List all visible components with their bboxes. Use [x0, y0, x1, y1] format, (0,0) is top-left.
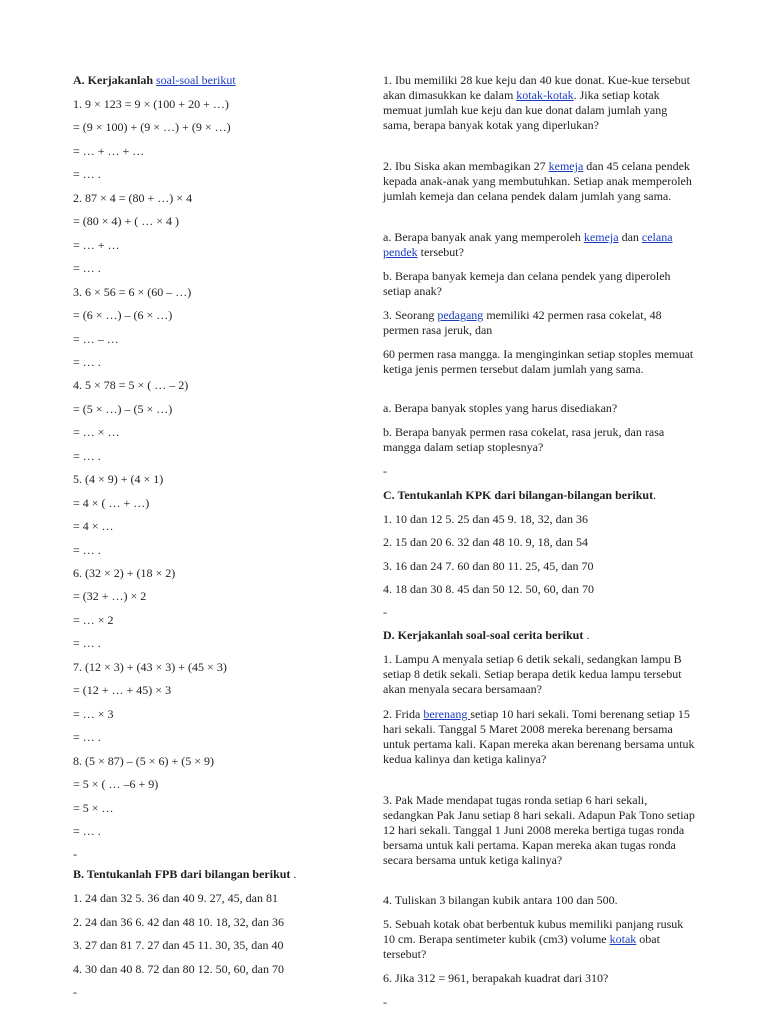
soal-soal-berikut-link[interactable]: soal-soal berikut — [156, 73, 236, 87]
exercise-line: = … . — [73, 542, 101, 557]
section-d-heading: D. Kerjakanlah soal-soal cerita berikut — [383, 628, 584, 642]
question-1: 1. Ibu memiliki 28 kue keju dan 40 kue donat. Kue-kue tersebut akan dimasukkan ke dalam kotak-kotak. Jika setiap kotak memuat jumlah kue keju dan kue donat dalam jumlah yang sama, berapa banyak kotak yang diperlukan? — [383, 73, 690, 132]
section-d-title: D. Kerjakanlah soal-soal cerita berikut . — [383, 628, 590, 642]
exercise-line: 3. 16 dan 24 7. 60 dan 80 11. 25, 45, dan 70 — [383, 558, 594, 573]
question-3-continued: 60 permen rasa mangga. Ia menginginkan setiap stoples memuat ketiga jenis permen tersebut dalam jumlah yang sama. — [383, 347, 694, 376]
exercise-line: = (80 × 4) + ( … × 4 ) — [73, 214, 180, 229]
section-b-heading: B. Tentukanlah FPB dari bilangan berikut — [73, 867, 291, 881]
exercise-line: 4. 30 dan 40 8. 72 dan 80 12. 50, 60, dan 70 — [73, 961, 284, 976]
question-3: 3. Seorang pedagang memiliki 42 permen rasa cokelat, 48 permen rasa jeruk, dan — [383, 308, 662, 337]
exercise-line: = … + … + … — [73, 143, 145, 158]
exercise-line: = … . — [73, 448, 101, 463]
pedagang-link[interactable]: pedagang — [437, 308, 484, 322]
exercise-line: 4. 18 dan 30 8. 45 dan 50 12. 50, 60, dan 70 — [383, 581, 594, 596]
section-a-heading: A. Kerjakanlah — [73, 73, 157, 87]
exercise-line: = … . — [73, 167, 101, 182]
exercise-line: 7. (12 × 3) + (43 × 3) + (45 × 3) — [73, 659, 227, 674]
exercise-line: = … × 3 — [73, 706, 114, 721]
exercise-line: 4. 5 × 78 = 5 × ( … – 2) — [73, 378, 189, 393]
exercise-line: = 4 × ( … + …) — [73, 495, 150, 510]
exercise-line: = … × … — [73, 425, 120, 440]
celana-pendek-link[interactable]: celana pendek — [383, 230, 673, 259]
exercise-line: = (12 + … + 45) × 3 — [73, 683, 172, 698]
question-3a: a. Berapa banyak stoples yang harus disediakan? — [383, 401, 618, 415]
story-question-3: 3. Pak Made mendapat tugas ronda setiap 6 hari sekali, sedangkan Pak Janu setiap 8 hari sekali. Adapun Pak Tono setiap 12 hari sekali. Tanggal 1 Juni 2008 mereka bertiga tugas ronda bersama untuk kali pertama. Kapan mereka akan tugas ronda secara bersama untuk ketiga kalinya? — [383, 793, 695, 867]
story-question-2: 2. Frida berenang setiap 10 hari sekali. Tomi berenang setiap 15 hari sekali. Tanggal 5 Maret 2008 mereka berenang bersama untuk pertama kali. Kapan mereka akan berenang bersama untuk kedua kalinya dan ketiga kalinya? — [383, 707, 695, 766]
kotak-link[interactable]: kotak — [609, 932, 637, 946]
question-2: 2. Ibu Siska akan membagikan 27 kemeja dan 45 celana pendek kepada anak-anak yang membutuhkan. Setiap anak memperoleh jumlah kemeja dan celana pendek dalam jumlah yang sama. — [383, 159, 692, 203]
section-c-title: C. Tentukanlah KPK dari bilangan-bilangan berikut. — [383, 488, 657, 502]
exercise-line: = 5 × ( … –6 + 9) — [73, 777, 159, 792]
exercise-line: 1. 9 × 123 = 9 × (100 + 20 + …) — [73, 97, 229, 111]
exercise-line: 1. 24 dan 32 5. 36 dan 40 9. 27, 45, dan 81 — [73, 891, 278, 905]
exercise-line: - — [73, 847, 77, 862]
exercise-line: = … – … — [73, 331, 119, 346]
story-question-6: 6. Jika 312 = 961, berapakah kuadrat dari 310? — [383, 971, 609, 985]
exercise-line: = (5 × …) – (5 × …) — [73, 401, 173, 416]
question-3b: b. Berapa banyak permen rasa cokelat, rasa jeruk, dan rasa mangga dalam setiap stoplesnya? — [383, 425, 665, 454]
exercise-line: = … × 2 — [73, 612, 114, 627]
exercise-line: 1. 10 dan 12 5. 25 dan 45 9. 18, 32, dan 36 — [383, 512, 588, 526]
kemeja-link-2[interactable]: kemeja — [583, 230, 619, 244]
exercise-line: = … . — [73, 261, 101, 276]
exercise-line: 3. 27 dan 81 7. 27 dan 45 11. 30, 35, dan 40 — [73, 938, 284, 952]
exercise-line: = … + … — [73, 237, 120, 252]
separator-dash: - — [383, 464, 387, 478]
separator-dash: - — [383, 605, 387, 619]
exercise-line: 2. 87 × 4 = (80 + …) × 4 — [73, 190, 193, 205]
section-c-heading: C. Tentukanlah KPK dari bilangan-bilangan berikut — [383, 488, 654, 502]
exercise-line: = (32 + …) × 2 — [73, 589, 147, 604]
exercise-line: - — [73, 985, 77, 999]
exercise-line: = … . — [73, 730, 101, 745]
exercise-line: 2. 24 dan 36 6. 42 dan 48 10. 18, 32, dan 36 — [73, 914, 284, 929]
exercise-line: = … . — [73, 354, 101, 369]
exercise-line: = (9 × 100) + (9 × …) + (9 × …) — [73, 120, 231, 135]
exercise-line: 6. (32 × 2) + (18 × 2) — [73, 566, 176, 580]
question-2a: a. Berapa banyak anak yang memperoleh kemeja dan celana pendek tersebut? — [383, 230, 673, 259]
exercise-line: 5. (4 × 9) + (4 × 1) — [73, 472, 164, 487]
exercise-line: 8. (5 × 87) – (5 × 6) + (5 × 9) — [73, 753, 215, 768]
berenang-link[interactable]: berenang — [423, 707, 471, 721]
section-b-title: B. Tentukanlah FPB dari bilangan berikut . — [73, 867, 297, 881]
exercise-line: = 4 × … — [73, 519, 114, 534]
separator-dash: - — [383, 995, 387, 1009]
section-a-title — [73, 73, 236, 88]
exercise-line: 3. 6 × 56 = 6 × (60 – …) — [73, 284, 192, 299]
exercise-line: 2. 15 dan 20 6. 32 dan 48 10. 9, 18, dan 54 — [383, 535, 588, 550]
story-question-4: 4. Tuliskan 3 bilangan kubik antara 100 dan 500. — [383, 893, 618, 907]
exercise-line: = … . — [73, 636, 101, 651]
kemeja-link[interactable]: kemeja — [548, 159, 584, 173]
exercise-line: = … . — [73, 823, 101, 838]
story-question-5: 5. Sebuah kotak obat berbentuk kubus memiliki panjang rusuk 10 cm. Berapa sentimeter kubik (cm3) volume kotak obat tersebut? — [383, 917, 684, 961]
story-question-1: 1. Lampu A menyala setiap 6 detik sekali, sedangkan lampu B setiap 8 detik sekali. Setiap berapa detik kedua lampu tersebut akan menyala secara bersamaan? — [383, 652, 682, 696]
kotak-kotak-link[interactable]: kotak-kotak — [516, 88, 574, 102]
question-2b: b. Berapa banyak kemeja dan celana pendek yang diperoleh setiap anak? — [383, 269, 671, 298]
exercise-line: = (6 × …) – (6 × …) — [73, 308, 173, 323]
exercise-line: = 5 × … — [73, 800, 114, 815]
